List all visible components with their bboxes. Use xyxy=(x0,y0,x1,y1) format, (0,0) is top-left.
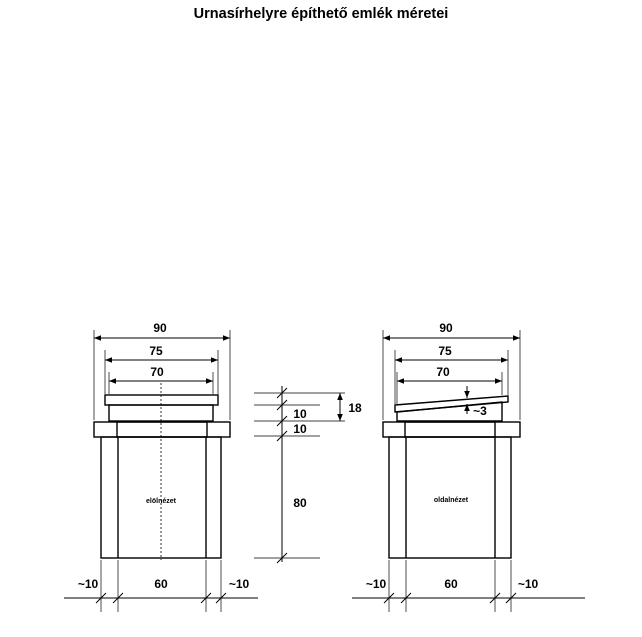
height-dim-80: 80 xyxy=(293,496,307,510)
front-dim-left-wall: ~10 xyxy=(77,577,99,591)
front-dim-60: 60 xyxy=(154,577,168,591)
side-slab-inner xyxy=(405,422,495,437)
height-dims xyxy=(254,386,362,563)
side-cap-top xyxy=(395,396,508,412)
side-dim-left-wall: ~10 xyxy=(365,577,387,591)
side-base-slab xyxy=(383,422,520,437)
front-view-label: elölnézet xyxy=(146,498,176,505)
side-dim-right-wall: ~10 xyxy=(517,577,539,591)
front-dim-90: 90 xyxy=(153,321,167,335)
side-dim-70: 70 xyxy=(436,365,450,379)
front-slab-inner xyxy=(117,422,207,437)
height-dim-18: 18 xyxy=(348,401,362,415)
front-cap-top xyxy=(105,395,218,405)
page-title: Urnasírhelyre építhető emlék méretei xyxy=(193,6,449,22)
front-dim-75: 75 xyxy=(149,344,163,358)
side-view xyxy=(352,321,585,612)
side-view-label: oldalnézet xyxy=(433,497,469,504)
front-dim-70: 70 xyxy=(150,365,164,379)
front-dim-right-wall: ~10 xyxy=(228,577,250,591)
front-base-slab xyxy=(94,422,230,437)
height-dim-10-slab: 10 xyxy=(293,422,307,436)
front-view xyxy=(64,321,258,612)
height-dim-10-cap: 10 xyxy=(293,407,307,421)
side-dim-slope: ~3 xyxy=(473,404,487,418)
side-dim-90: 90 xyxy=(439,321,453,335)
side-dim-60: 60 xyxy=(444,577,458,591)
side-dim-75: 75 xyxy=(438,344,452,358)
